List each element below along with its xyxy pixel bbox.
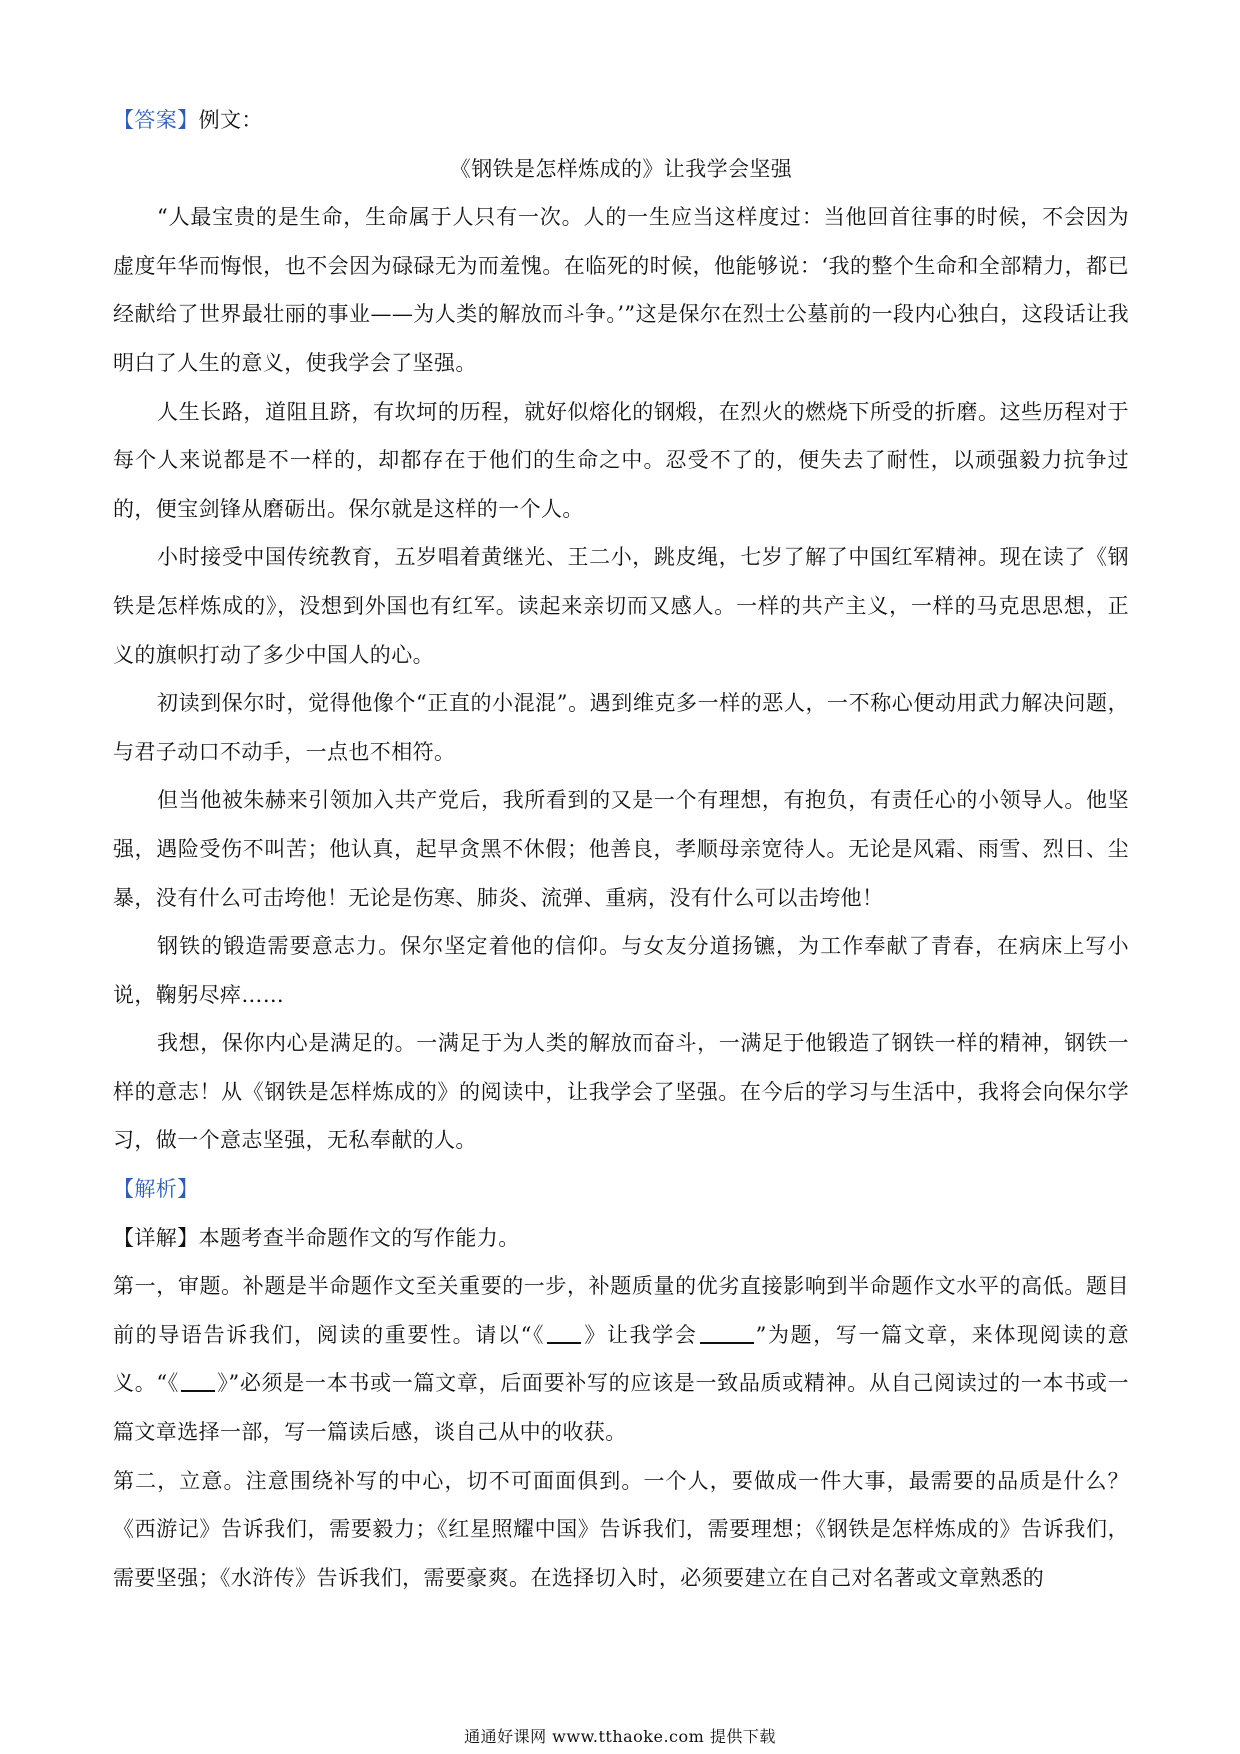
step1-text-b: 》让我学会 (583, 1322, 698, 1347)
answer-heading (113, 96, 1129, 145)
essay-paragraph-1: “人最宝贵的是生命，生命属于人只有一次。人的一生应当这样度过：当他回首往事的时候，不会因为虚度年华而悔恨，也不会因为碌碌无为而羞愧。在临死的时候，他能够说：‘我的整个生命和全部精力，都已经献给了世界最壮丽的事业——为人类的解放而斗争。’”这是保尔在烈士公墓前的一段内心独白，这段话让我明白了人生的意义，使我学会了坚强。 (113, 205, 1129, 375)
page-footer: 通通好课网 www.tthaoke.com 提供下载 (464, 1727, 776, 1746)
essay-title: 《钢铁是怎样炼成的》让我学会坚强 (449, 156, 793, 181)
title-blank-book-2 (181, 1368, 215, 1392)
essay-paragraph-2: 人生长路，道阻且跻，有坎坷的历程，就好似熔化的钢煅，在烈火的燃烧下所受的折磨。这些历程对于每个人来说都是不一样的，却都存在于他们的生命之中。忍受不了的，便失去了耐性，以顽强毅力抗争过的，便宝剑锋从磨砺出。保尔就是这样的一个人。 (113, 399, 1129, 521)
analysis-detail (113, 1214, 1129, 1263)
detail-text: 本题考查半命题作文的写作能力。 (198, 1225, 520, 1250)
detail-label: 【详解】 (113, 1225, 199, 1250)
essay-paragraph-6: 钢铁的锻造需要意志力。保尔坚定着他的信仰。与女友分道扬镳，为工作奉献了青春，在病床上写小说，鞠躬尽瘁…… (113, 934, 1129, 1007)
essay-paragraph-3: 小时接受中国传统教育，五岁唱着黄继光、王二小，跳皮绳，七岁了解了中国红军精神。现在读了《钢铁是怎样炼成的》，没想到外国也有红军。读起来亲切而又感人。一样的共产主义，一样的马克思思想，正义的旗帜打动了多少中国人的心。 (113, 545, 1129, 667)
analysis-step-1 (113, 1262, 1129, 1456)
analysis-label: 【解析】 (113, 1177, 199, 1202)
essay-paragraph-4: 初读到保尔时，觉得他像个“正直的小混混”。遇到维克多一样的恶人，一不称心便动用武力解决问题，与君子动口不动手，一点也不相符。 (113, 691, 1129, 764)
answer-label: 【答案】 (113, 108, 199, 132)
essay-paragraph-7: 我想，保你内心是满足的。一满足于为人类的解放而奋斗，一满足于他锻造了钢铁一样的精神，钢铁一样的意志！从《钢铁是怎样炼成的》的阅读中，让我学会了坚强。在今后的学习与生活中，我将会向保尔学习，做一个意志坚强，无私奉献的人。 (113, 1031, 1129, 1153)
analysis-step-2: 第二，立意。注意围绕补写的中心，切不可面面俱到。一个人，要做成一件大事，最需要的品质是什么？《西游记》告诉我们，需要毅力；《红星照耀中国》告诉我们，需要理想；《钢铁是怎样炼成的》告诉我们，需要坚强；《水浒传》告诉我们，需要豪爽。在选择切入时，必须要建立在自己对名著或文章熟悉的 (113, 1468, 1129, 1590)
essay-paragraph-5: 但当他被朱赫来引领加入共产党后，我所看到的又是一个有理想，有抱负，有责任心的小领导人。他坚强，遇险受伤不叫苦；他认真，起早贪黑不休假；他善良，孝顺母亲宽待人。无论是风霜、雨雪、烈日、尘暴，没有什么可击垮他！无论是伤寒、肺炎、流弹、重病，没有什么可以击垮他！ (113, 788, 1129, 910)
document-body (113, 96, 1129, 1602)
step1-text-a: 第一，审题。补题是半命题作文至关重要的一步，补题质量的优劣直接影响到半命题作文水平的高低。题目前的导语告诉我们，阅读的重要性。请以“《 (113, 1274, 1129, 1347)
step1-text-c: ”为题，写一篇文章，来体现阅读的意义。“《 (113, 1322, 1130, 1396)
title-blank-quality (700, 1320, 754, 1344)
answer-intro: 例文： (198, 108, 263, 132)
title-blank-book (547, 1320, 581, 1344)
step1-text-d: 》”必须是一本书或一篇文章，后面要补写的应该是一致品质或精神。从自己阅读过的一本书或一篇文章选择一部，写一篇读后感，谈自己从中的收获。 (113, 1371, 1129, 1445)
